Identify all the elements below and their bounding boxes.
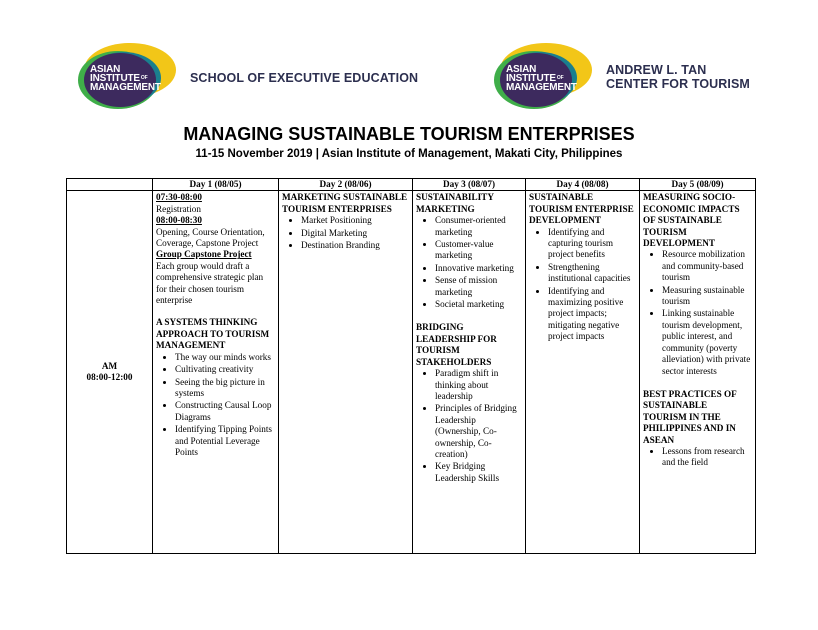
day1-capstone-text: Each group would draft a comprehensive strategic plan for their chosen tourism enterprise xyxy=(156,260,264,306)
list-item: • Identifying and capturing tourism project benefits xyxy=(548,227,636,261)
day5-module1-title: MEASURING SOCIO-ECONOMIC IMPACTS OF SUSTAINABLE TOURISM DEVELOPMENT xyxy=(643,192,740,249)
day5-cell xyxy=(640,191,756,554)
list-item: • Societal marketing xyxy=(435,299,522,310)
day1-time1: 07:30-08:00 xyxy=(156,192,202,203)
day2-module-title: MARKETING SUSTAINABLE TOURISM ENTERPRISES xyxy=(282,192,408,214)
aim-logo-text xyxy=(90,65,161,92)
day3-module2-title: BRIDGING LEADERSHIP FOR TOURISM STAKEHOLDERS xyxy=(416,322,497,367)
header-cell-day3: Day 3 (08/07) xyxy=(413,179,526,191)
day2-cell xyxy=(279,191,413,554)
schedule-table xyxy=(66,178,756,554)
logo-of: OF xyxy=(556,75,564,81)
center-name-line2: CENTER FOR TOURISM xyxy=(606,77,750,91)
header-cell-time xyxy=(67,179,153,191)
list-item: • Cultivating creativity xyxy=(175,364,275,375)
list-item: • The way our minds works xyxy=(175,352,275,363)
day1-time2: 08:00-08:30 xyxy=(156,215,202,226)
list-item: • Identifying Tipping Points and Potential Leverage Points xyxy=(175,424,275,458)
list-item: • Resource mobilization and community-based tourism xyxy=(662,249,752,283)
table-header-row xyxy=(67,179,756,191)
day1-cell xyxy=(153,191,279,554)
time-range: 08:00-12:00 xyxy=(86,372,133,383)
center-name xyxy=(606,63,750,91)
aim-logo-text xyxy=(506,65,577,92)
header-cell-day4: Day 4 (08/08) xyxy=(526,179,640,191)
list-item: • Destination Branding xyxy=(301,240,409,251)
day1-topic-list xyxy=(156,352,275,459)
list-item: • Consumer-oriented marketing xyxy=(435,215,522,238)
list-item: • Linking sustainable tourism development, public interest, and community (poverty alleviation) with private sector interests xyxy=(662,308,752,376)
logo-line1: ASIAN xyxy=(506,64,537,75)
day1-time2-text: Opening, Course Orientation, Coverage, Capstone Project xyxy=(156,226,265,249)
logo-line3: MANAGEMENT xyxy=(506,82,577,93)
day2-topic-list xyxy=(282,215,409,251)
school-name-line: SCHOOL OF EXECUTIVE EDUCATION xyxy=(190,71,419,85)
day1-module-title: A SYSTEMS THINKING APPROACH TO TOURISM MANAGEMENT xyxy=(156,317,270,351)
list-item: • Seeing the big picture in systems xyxy=(175,377,275,400)
aim-logo-right xyxy=(494,40,594,112)
list-item: • Customer-value marketing xyxy=(435,239,522,262)
day1-time1-text: Registration xyxy=(156,203,201,214)
list-item: • Constructing Causal Loop Diagrams xyxy=(175,400,275,423)
header-cell-day1: Day 1 (08/05) xyxy=(153,179,279,191)
list-item: • Market Positioning xyxy=(301,215,409,226)
aim-logo-left xyxy=(78,40,178,112)
list-item: • Paradigm shift in thinking about leadership xyxy=(435,368,522,402)
day5-topic-list-2 xyxy=(643,446,752,469)
day5-topic-list-1 xyxy=(643,249,752,376)
day5-module2-title: BEST PRACTICES OF SUSTAINABLE TOURISM IN THE PHILIPPINES AND IN ASEAN xyxy=(643,388,737,445)
time-cell xyxy=(67,191,153,554)
list-item: • Lessons from research and the field xyxy=(662,446,752,469)
list-item: • Strengthening institutional capacities xyxy=(548,262,636,285)
list-item: • Measuring sustainable tourism xyxy=(662,285,752,308)
list-item: • Sense of mission marketing xyxy=(435,275,522,298)
time-label: AM xyxy=(101,361,118,371)
header-cell-day5: Day 5 (08/09) xyxy=(640,179,756,191)
list-item: • Principles of Bridging Leadership (Ownership, Co-ownership, Co-creation) xyxy=(435,403,522,460)
logo-line1: ASIAN xyxy=(90,64,121,75)
day4-topic-list xyxy=(529,227,636,343)
list-item: • Identifying and maximizing positive project impacts; mitigating negative project impacts xyxy=(548,286,636,343)
page-subtitle: 11-15 November 2019 | Asian Institute of Management, Makati City, Philippines xyxy=(195,148,623,160)
logo-of: OF xyxy=(140,75,148,81)
logo-line2: INSTITUTE xyxy=(90,73,140,84)
day3-topic-list-2 xyxy=(416,368,522,484)
logo-line2: INSTITUTE xyxy=(506,73,556,84)
day4-module-title: SUSTAINABLE TOURISM ENTERPRISE DEVELOPMENT xyxy=(529,192,634,226)
list-item: • Innovative marketing xyxy=(435,263,522,274)
list-item: • Key Bridging Leadership Skills xyxy=(435,461,522,484)
table-row xyxy=(67,191,756,554)
day1-capstone-title: Group Capstone Project xyxy=(156,249,252,260)
page-title: MANAGING SUSTAINABLE TOURISM ENTERPRISES xyxy=(183,124,635,144)
center-name-line1: ANDREW L. TAN xyxy=(606,63,707,77)
day4-cell xyxy=(526,191,640,554)
header-cell-day2: Day 2 (08/06) xyxy=(279,179,413,191)
school-name xyxy=(190,71,418,85)
day3-cell xyxy=(413,191,526,554)
list-item: • Digital Marketing xyxy=(301,228,409,239)
day3-module1-title: SUSTAINABILITY MARKETING xyxy=(416,192,494,214)
logo-line3: MANAGEMENT xyxy=(90,82,161,93)
day3-topic-list-1 xyxy=(416,215,522,310)
